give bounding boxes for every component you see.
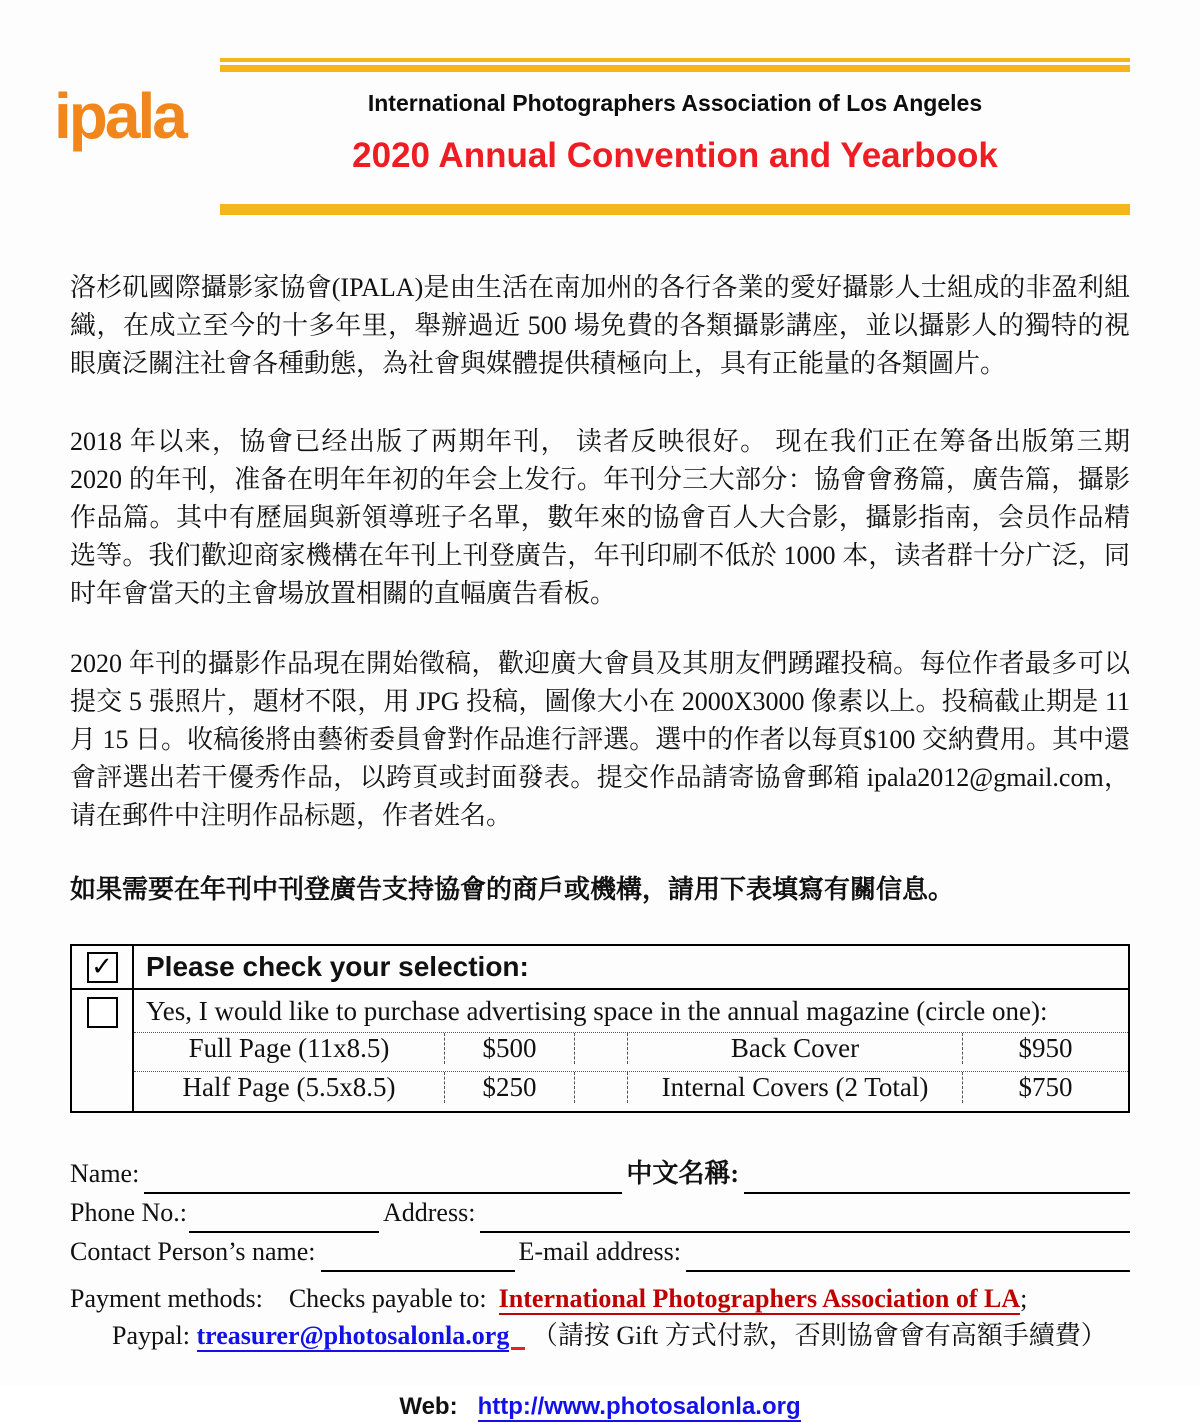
option-half-page-label[interactable]: Half Page (5.5x8.5) bbox=[134, 1072, 445, 1103]
name-label: Name: bbox=[70, 1159, 140, 1188]
table-price-row-1 bbox=[134, 1033, 1128, 1072]
paragraph-advertising-note: 如果需要在年刊中刊登廣告支持協會的商戶或機構，請用下表填寫有關信息。 bbox=[70, 875, 955, 904]
option-back-cover-price: $950 bbox=[1018, 1033, 1073, 1063]
email-address-label: E-mail address: bbox=[518, 1237, 681, 1266]
form-row-name bbox=[70, 1155, 1130, 1194]
option-full-page-price: $500 bbox=[445, 1033, 575, 1064]
check-icon: ✓ bbox=[91, 952, 113, 982]
table-price-row-2 bbox=[134, 1072, 1128, 1111]
website-link[interactable]: http://www.photosalonla.org bbox=[477, 1393, 801, 1420]
payee-suffix: ; bbox=[1020, 1284, 1028, 1313]
selection-table bbox=[70, 944, 1130, 1113]
option-full-page-label[interactable]: Full Page (11x8.5) bbox=[134, 1033, 445, 1064]
payee-name: International Photographers Association of LA bbox=[498, 1284, 1021, 1313]
address-blank bbox=[480, 1194, 1130, 1233]
document-body bbox=[70, 255, 1130, 1421]
table-yes-row bbox=[134, 990, 1128, 1033]
name-blank bbox=[144, 1155, 622, 1194]
checkbox-cell-yes bbox=[72, 990, 134, 1111]
checks-payable-label: Checks payable to: bbox=[288, 1284, 487, 1313]
gap-cell bbox=[575, 1033, 628, 1064]
paypal-label: Paypal: bbox=[112, 1321, 190, 1350]
form-row-contact-email bbox=[70, 1233, 1130, 1272]
paragraph-association-intro: 洛杉矶國際攝影家協會(IPALA)是由生活在南加州的各行各業的愛好攝影人士組成的非盈利組織，在成立至今的十多年里，舉辦過近 500 場免費的各類攝影講座，並以攝影人的獨特的視眼廣泛關注社會各種動態，為社會與媒體提供積極向上，具有正能量的各類圖片。 bbox=[70, 273, 1130, 378]
red-underline-tail bbox=[511, 1333, 525, 1350]
option-half-page-price: $250 bbox=[445, 1072, 575, 1103]
gold-divider-top bbox=[220, 58, 1130, 72]
table-header-cell bbox=[134, 946, 1128, 990]
contact-form bbox=[70, 1155, 1130, 1272]
gold-divider-bottom bbox=[220, 204, 1130, 218]
email-address-blank bbox=[686, 1233, 1130, 1272]
contact-person-blank bbox=[321, 1233, 515, 1272]
paragraph-yearbook-info: 2018 年以来，協會已经出版了两期年刊， 读者反映很好。 现在我们正在筹备出版第三期 2020 的年刊，准备在明年年初的年会上发行。年刊分三大部分：協會會務篇，廣告篇，攝影作品篇。其中有歷屆與新領導班子名單，數年來的協會百人大合影，攝影指南，会员作品精选等。我们歡迎商家機構在年刊上刊登廣告，年刊印刷不低於 1000 本，读者群十分广泛，同时年會當天的主會場放置相關的直幅廣告看板。 bbox=[70, 427, 1130, 608]
phone-label: Phone No.: bbox=[70, 1198, 187, 1227]
paypal-note: （請按 Gift 方式付款，否則協會會有高額手續費） bbox=[531, 1321, 1107, 1350]
paragraph-submission-info: 2020 年刊的攝影作品現在開始徵稿，歡迎廣大會員及其朋友們踴躍投稿。每位作者最多可以提交 5 張照片，題材不限，用 JPG 投稿，圖像大小在 2000X3000 像素以上。投稿截止期是 11 月 15 日。收稿後將由藝術委員會對作品進行評選。選中的作者以每頁$100 交納費用。其中還會評選出若干優秀作品，以跨頁或封面發表。提交作品請寄協會郵箱 ipala2012@gmail.com，请在郵件中注明作品标题，作者姓名。 bbox=[70, 649, 1130, 830]
checkbox-unchecked[interactable] bbox=[87, 997, 118, 1028]
page-title: 2020 Annual Convention and Yearbook bbox=[352, 136, 998, 175]
checkbox-cell-header bbox=[72, 946, 134, 990]
web-label: Web: bbox=[399, 1393, 458, 1420]
payment-line-paypal bbox=[70, 1317, 1130, 1354]
form-row-phone-address bbox=[70, 1194, 1130, 1233]
contact-person-label: Contact Person’s name: bbox=[70, 1237, 316, 1266]
address-label: Address: bbox=[383, 1198, 476, 1227]
chinese-name-label: 中文名稱: bbox=[626, 1159, 739, 1188]
payment-methods-label: Payment methods: bbox=[70, 1284, 263, 1313]
phone-blank bbox=[189, 1194, 379, 1233]
option-internal-covers-label[interactable]: Internal Covers (2 Total) bbox=[628, 1072, 963, 1103]
table-header-label: Please check your selection: bbox=[146, 951, 529, 982]
gap-cell bbox=[575, 1072, 628, 1103]
ipala-logo: ipala bbox=[54, 80, 185, 152]
chinese-name-blank bbox=[744, 1155, 1130, 1194]
payment-line-checks bbox=[70, 1280, 1130, 1317]
paypal-email-link[interactable]: treasurer@photosalonla.org bbox=[196, 1321, 510, 1350]
checkbox-checked[interactable] bbox=[87, 952, 118, 983]
option-back-cover-label[interactable]: Back Cover bbox=[628, 1033, 963, 1064]
yes-line-label: Yes, I would like to purchase advertising space in the annual magazine (circle one): bbox=[146, 995, 1048, 1026]
footer-web-line bbox=[70, 1393, 1130, 1421]
org-name: International Photographers Association of Los Angeles bbox=[367, 90, 983, 116]
option-internal-covers-price: $750 bbox=[1018, 1072, 1073, 1102]
payment-section bbox=[70, 1280, 1130, 1354]
